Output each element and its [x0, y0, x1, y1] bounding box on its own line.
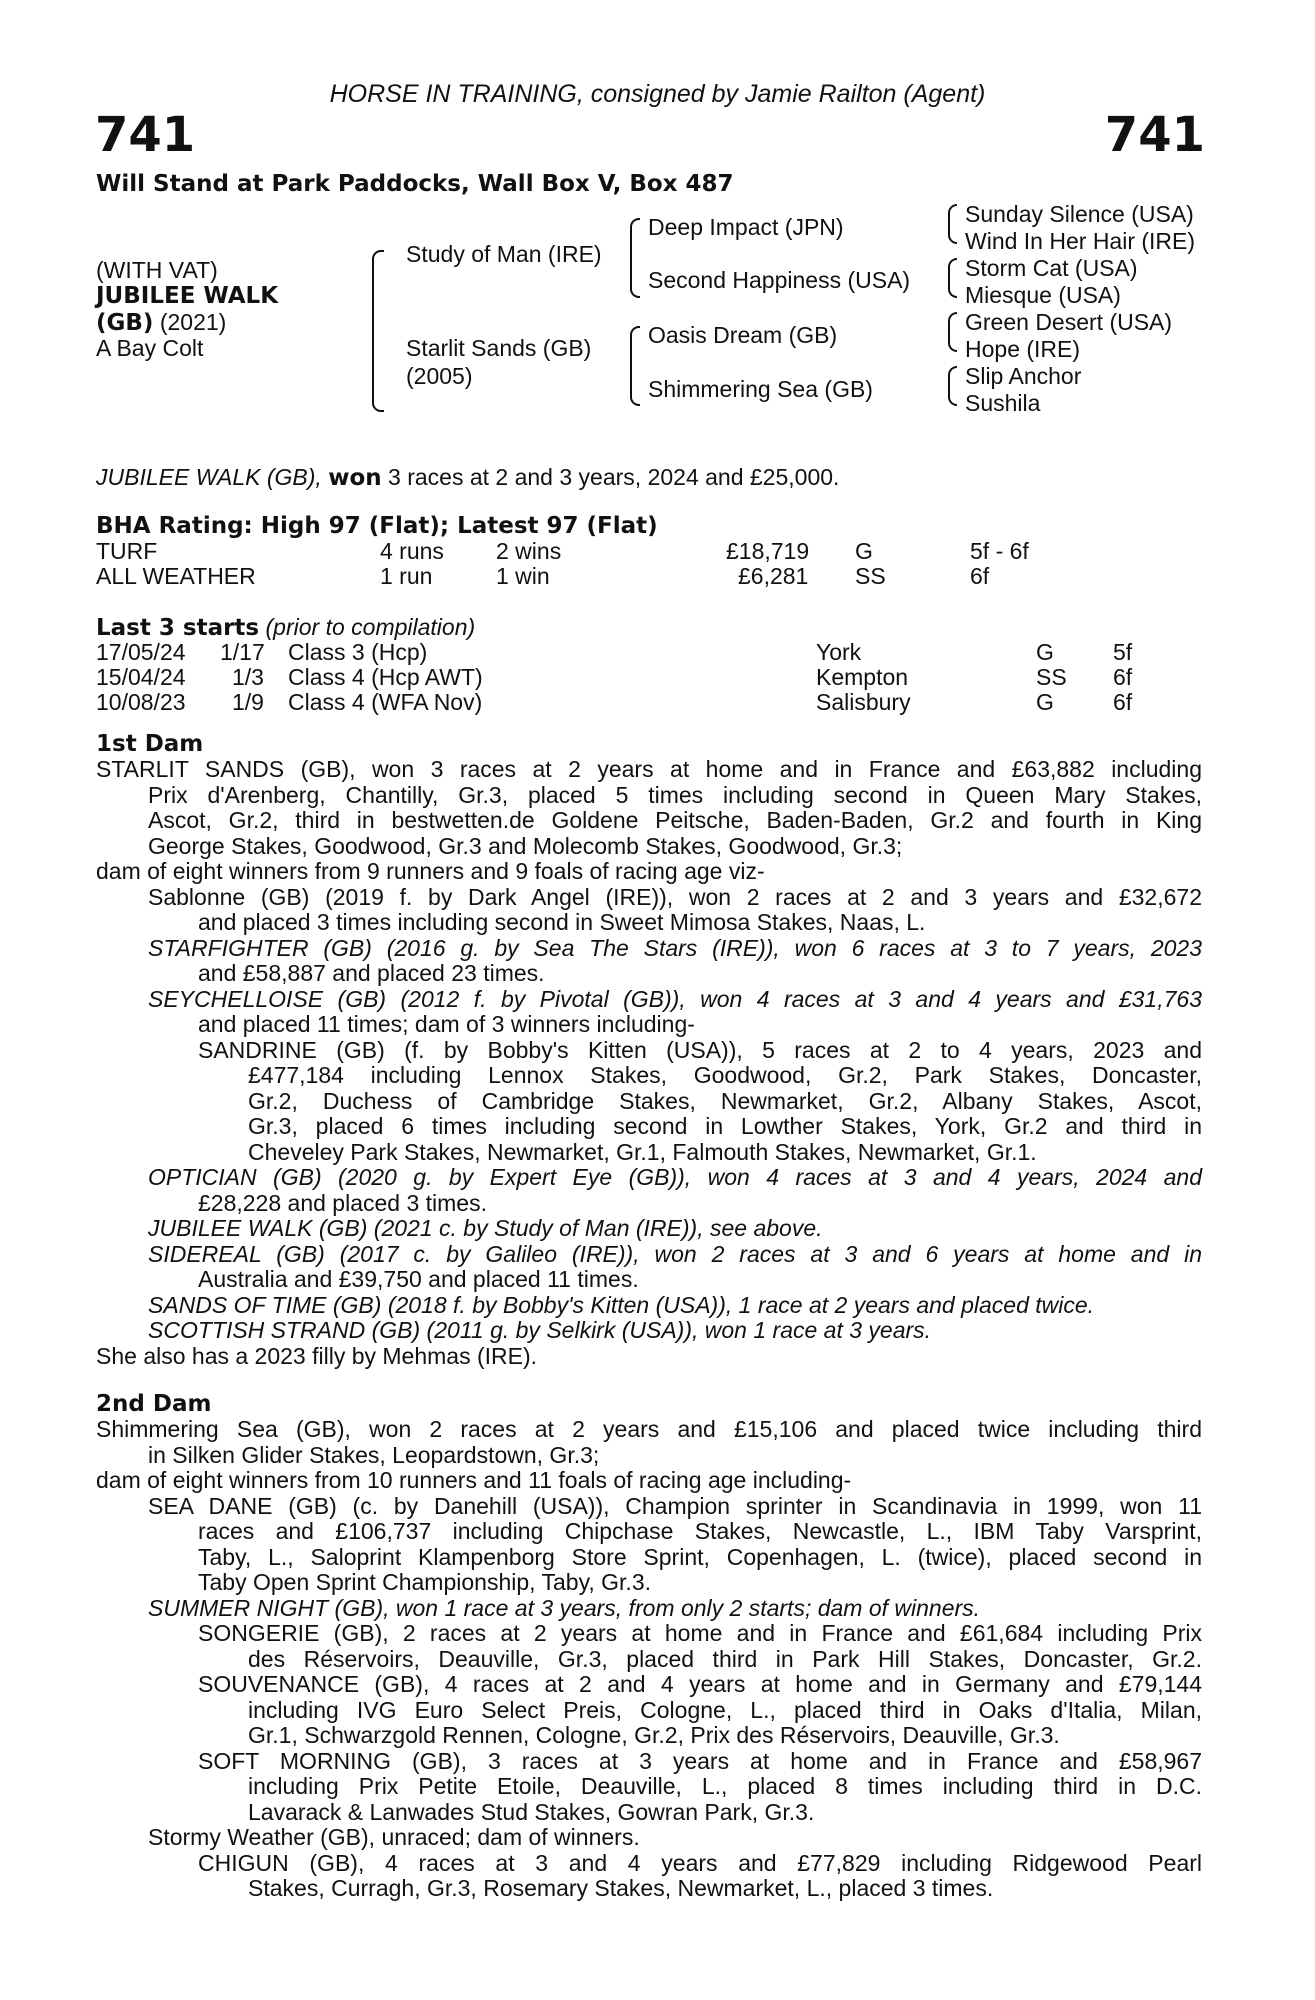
dam2-line: dam of eight winners from 10 runners and 11 foals of racing age including- [96, 1467, 852, 1493]
summary-text: 3 races at 2 and 3 years, 2024 and £25,000. [388, 464, 840, 490]
pedigree-dam-year: (2005) [406, 363, 473, 389]
dam2-line: including Prix Petite Etoile, Deauville, L., placed 8 times including third in D.C. [248, 1773, 1202, 1799]
pedigree-g5: Green Desert (USA) [965, 309, 1173, 335]
dam1-line: SANDRINE (GB) (f. by Bobby's Kitten (USA)), 5 races at 2 to 4 years, 2023 and [198, 1036, 1202, 1063]
dam2-line: SOFT MORNING (GB), 3 races at 3 years at home and in France and £58,967 [198, 1747, 1202, 1774]
dam2-heading: 2nd Dam [96, 1391, 212, 1417]
location-line: Will Stand at Park Paddocks, Wall Box V, Box 487 [96, 171, 734, 197]
rating-distance: 5f - 6f [970, 538, 1029, 564]
dam2-line: in Silken Glider Stakes, Leopardstown, Gr.3; [148, 1441, 600, 1468]
start-going: G [1036, 639, 1054, 665]
pedigree-g6: Hope (IRE) [965, 336, 1081, 362]
dam1-line: SANDS OF TIME (GB) (2018 f. by Bobby's Kitten (USA)), 1 race at 2 years and placed twice. [148, 1291, 1095, 1318]
pedigree-dam-sire: Oasis Dream (GB) [648, 322, 838, 348]
dam2-line: Gr.1, Schwarzgold Rennen, Cologne, Gr.2, Prix des Réservoirs, Deauville, Gr.3. [248, 1722, 1060, 1748]
dam1-line: and placed 11 times; dam of 3 winners including- [198, 1011, 695, 1037]
start-class: Class 3 (Hcp) [288, 639, 428, 665]
dam2-section [96, 1417, 1202, 1902]
dam2-line: Taby, L., Saloprint Klampenborg Store Sprint, Copenhagen, L. (twice), placed second in [198, 1543, 1202, 1570]
dam2-line: including IVG Euro Select Preis, Cologne, L., placed third in Oaks d'Italia, Milan, [248, 1696, 1202, 1723]
pedigree-g4: Miesque (USA) [965, 282, 1121, 308]
start-date: 15/04/24 [96, 664, 186, 690]
start-date: 17/05/24 [96, 639, 186, 665]
dam1-line: £477,184 including Lennox Stakes, Goodwood, Gr.2, Park Stakes, Doncaster, [248, 1062, 1202, 1088]
last-starts-title [96, 615, 475, 642]
dam1-line: and £58,887 and placed 23 times. [198, 960, 545, 986]
horse-country-year [96, 310, 226, 337]
dam1-line: Australia and £39,750 and placed 11 times. [198, 1266, 639, 1292]
dam2-line: SONGERIE (GB), 2 races at 2 years at home and in France and £61,684 including Prix [198, 1620, 1202, 1646]
start-position: 1/9 [232, 689, 264, 715]
dam2-line: SUMMER NIGHT (GB), won 1 race at 3 years, from only 2 starts; dam of winners. [148, 1594, 981, 1621]
last-starts-note: (prior to compilation) [265, 614, 476, 640]
dam1-line: Ascot, Gr.2, third in bestwetten.de Goldene Peitsche, Baden-Baden, Gr.2 and fourth in King [148, 807, 1202, 833]
dam2-line: CHIGUN (GB), 4 races at 3 and 4 years and £77,829 including Ridgewood Pearl [198, 1849, 1202, 1876]
rating-surface: ALL WEATHER [96, 563, 256, 589]
rating-runs: 1 run [380, 563, 433, 589]
pedigree-main-brace [372, 250, 384, 412]
vat-label: (WITH VAT) [96, 257, 218, 283]
pedigree-g8: Sushila [965, 390, 1041, 416]
rating-going: G [855, 538, 873, 564]
dam2-line: SEA DANE (GB) (c. by Danehill (USA)), Champion sprinter in Scandinavia in 1999, won 11 [148, 1492, 1202, 1519]
start-going: SS [1036, 664, 1067, 690]
dam1-section [96, 757, 1202, 1369]
rating-wins: 2 wins [496, 538, 562, 564]
dam1-line: JUBILEE WALK (GB) (2021 c. by Study of Man (IRE)), see above. [148, 1215, 823, 1241]
sire-brace [630, 218, 640, 298]
dam2-line: Stormy Weather (GB), unraced; dam of winners. [148, 1824, 640, 1850]
horse-year: (2021) [159, 309, 227, 335]
pedigree-g1: Sunday Silence (USA) [965, 201, 1194, 227]
dam1-line: STARLIT SANDS (GB), won 3 races at 2 years at home and in France and £63,882 including [96, 756, 1202, 782]
rating-prize: £6,281 [738, 563, 809, 589]
horse-description: A Bay Colt [96, 335, 204, 361]
start-class: Class 4 (WFA Nov) [288, 689, 483, 715]
dam1-line: Cheveley Park Stakes, Newmarket, Gr.1, Falmouth Stakes, Newmarket, Gr.1. [248, 1138, 1037, 1165]
start-position: 1/3 [232, 664, 264, 690]
consignment-header: HORSE IN TRAINING, consigned by Jamie Railton (Agent) [329, 80, 986, 108]
pedigree-sire-dam: Second Happiness (USA) [648, 267, 911, 293]
rating-going: SS [855, 563, 886, 589]
g-brace-3 [948, 312, 957, 352]
pedigree-dam: Starlit Sands (GB) [406, 335, 592, 361]
race-summary [96, 465, 839, 492]
start-course: Salisbury [816, 689, 911, 715]
start-distance: 5f [1113, 639, 1133, 665]
dam1-line: George Stakes, Goodwood, Gr.3 and Molecomb Stakes, Goodwood, Gr.3; [148, 832, 903, 859]
last-starts-label: Last 3 starts [96, 615, 260, 641]
rating-wins: 1 win [496, 563, 550, 589]
start-class: Class 4 (Hcp AWT) [288, 664, 483, 690]
pedigree-g2: Wind In Her Hair (IRE) [965, 228, 1196, 254]
dam1-line: OPTICIAN (GB) (2020 g. by Expert Eye (GB)), won 4 races at 3 and 4 years, 2024 and [148, 1164, 1202, 1190]
rating-title: BHA Rating: High 97 (Flat); Latest 97 (Flat) [96, 513, 658, 539]
rating-runs: 4 runs [380, 538, 444, 564]
lot-number-right: 741 [1104, 107, 1205, 163]
rating-surface: TURF [96, 538, 158, 564]
dam1-line: Prix d'Arenberg, Chantilly, Gr.3, placed 5 times including second in Queen Mary Stakes, [148, 781, 1202, 808]
dam1-line: STARFIGHTER (GB) (2016 g. by Sea The Stars (IRE)), won 6 races at 3 to 7 years, 2023 [148, 934, 1202, 961]
start-course: Kempton [816, 664, 909, 690]
dam2-line: SOUVENANCE (GB), 4 races at 2 and 4 years at home and in Germany and £79,144 [198, 1671, 1202, 1697]
horse-country: (GB) [96, 310, 154, 336]
pedigree-sire-sire: Deep Impact (JPN) [648, 214, 844, 240]
pedigree-g3: Storm Cat (USA) [965, 255, 1138, 281]
lot-number-left: 741 [95, 107, 196, 163]
dam1-line: She also has a 2023 filly by Mehmas (IRE). [96, 1342, 538, 1369]
dam2-line: Lavarack & Lanwades Stud Stakes, Gowran Park, Gr.3. [248, 1798, 815, 1825]
start-distance: 6f [1113, 689, 1133, 715]
g-brace-1 [948, 204, 957, 244]
start-distance: 6f [1113, 664, 1133, 690]
rating-distance: 6f [970, 563, 990, 589]
dam1-line: SEYCHELLOISE (GB) (2012 f. by Pivotal (GB)), won 4 races at 3 and 4 years and £31,763 [148, 985, 1202, 1012]
dam1-line: Sablonne (GB) (2019 f. by Dark Angel (IRE)), won 2 races at 2 and 3 years and £32,672 [148, 883, 1202, 910]
dam1-line: SIDEREAL (GB) (2017 c. by Galileo (IRE)), won 2 races at 3 and 6 years at home and in [148, 1240, 1202, 1267]
summary-won: won [328, 465, 382, 491]
dam1-line: Gr.3, placed 6 times including second in Lowther Stakes, York, Gr.2 and third in [248, 1113, 1202, 1139]
start-going: G [1036, 689, 1054, 715]
dam2-line: Taby Open Sprint Championship, Taby, Gr.3. [198, 1569, 652, 1595]
pedigree-dam-dam: Shimmering Sea (GB) [648, 376, 873, 402]
pedigree-g7: Slip Anchor [965, 363, 1082, 389]
dam2-line: races and £106,737 including Chipchase Stakes, Newcastle, L., IBM Taby Varsprint, [198, 1518, 1202, 1544]
dam1-line: £28,228 and placed 3 times. [198, 1189, 487, 1216]
dam2-line: Shimmering Sea (GB), won 2 races at 2 years and £15,106 and placed twice including third [96, 1416, 1202, 1442]
dam2-line: des Réservoirs, Deauville, Gr.3, placed third in Park Hill Stakes, Doncaster, Gr.2. [248, 1645, 1202, 1672]
start-position: 1/17 [220, 639, 265, 665]
g-brace-4 [948, 366, 957, 406]
start-date: 10/08/23 [96, 689, 186, 715]
dam1-line: and placed 3 times including second in Sweet Mimosa Stakes, Naas, L. [198, 909, 926, 935]
dam1-line: SCOTTISH STRAND (GB) (2011 g. by Selkirk (USA)), won 1 race at 3 years. [148, 1317, 932, 1343]
g-brace-2 [948, 258, 957, 298]
summary-name: JUBILEE WALK (GB), [96, 464, 322, 490]
dam1-line: dam of eight winners from 9 runners and 9 foals of racing age viz- [96, 858, 765, 884]
dam1-line: Gr.2, Duchess of Cambridge Stakes, Newmarket, Gr.2, Albany Stakes, Ascot, [248, 1087, 1202, 1114]
dam2-line: Stakes, Curragh, Gr.3, Rosemary Stakes, Newmarket, L., placed 3 times. [248, 1875, 994, 1901]
pedigree-sire: Study of Man (IRE) [406, 241, 602, 267]
start-course: York [816, 639, 862, 665]
horse-name: JUBILEE WALK [96, 283, 279, 309]
dam1-heading: 1st Dam [96, 731, 204, 757]
rating-prize: £18,719 [726, 538, 810, 564]
dam-brace [630, 326, 640, 406]
